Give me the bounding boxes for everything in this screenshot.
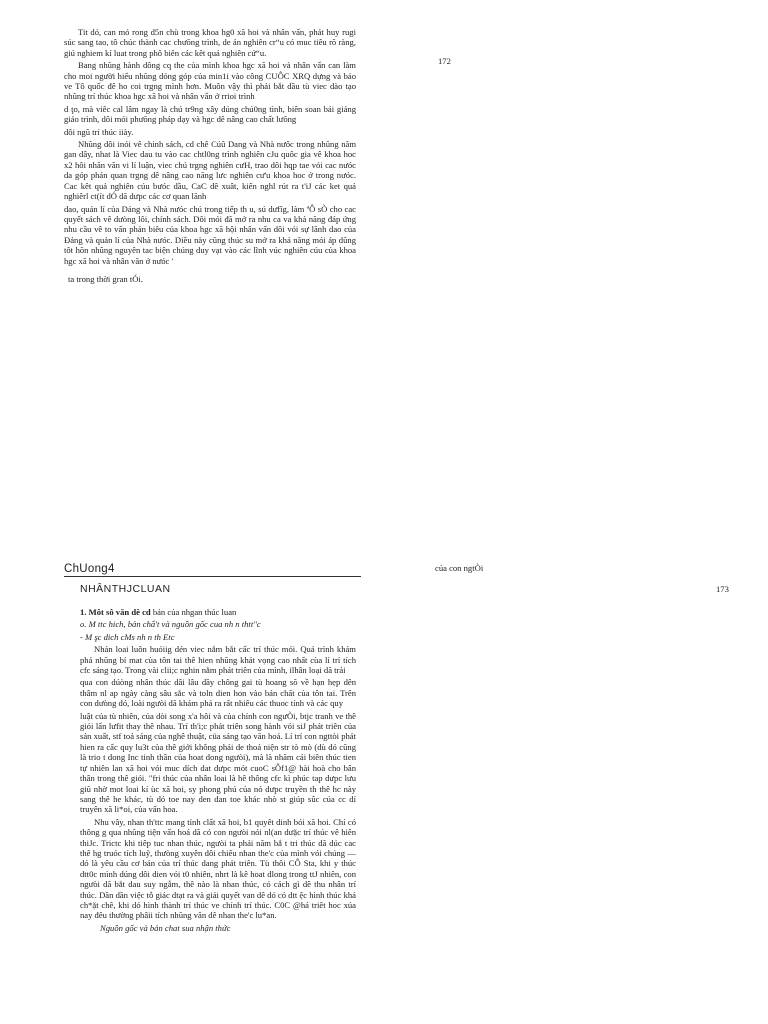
section-heading-number: 1. Môt sô văn dê cd (80, 607, 151, 617)
page-number: 173 (716, 584, 729, 594)
chapter-divider (64, 576, 361, 577)
page-173 (0, 555, 768, 1024)
paragraph: ta trong thời gran tÓi. (68, 273, 143, 284)
paragraph: dao, quản lí của Dảng và Nhà nưóc chú trong tiếp th u, sú dưfîg, làm ªÔ sÒ cho cac quyết sách vê dưòng lôi, chính sách. Dôi mói đã mở ra nhu ca va khả năng đáp ứng nhu cầu vê to vấn phản biêu của khoa hgc xã hội nhân vấn dôi vói sự lãnh dao của Đảng và quản lí của Nhà nưóc. Diều này cũng thúc su mở ra khả năng mói áp dũng tôt hõn nhũng nguyên tac biện chúng duy vạt vào các lĩnh vúc nghiên cúu của khoa hgc xã hoi và nhân văn ở nưóc ' (64, 203, 356, 266)
running-head: của con ngtÒi (435, 563, 484, 573)
chapter-label: ChUong4 (64, 563, 115, 575)
paragraph: luật của tù nhiên, của dòi song x'a hôi và của chính con ngưÒi, btjc tranh ve thê giói lẩn lưfit thay thê nhau. Trí th'i;c phát triên song hành vói siJ phát triên của sản xuất, stf toả sáng của nghê thuật, cüa sáng tạo văn hoá. Lí trí con ngttòi phát hien ra cấc quy lu3t của thê giới không phải de thoả niện str tò mò (dù dó cũng là trio t dong Inc tinh thần của hoat dong ngưòi), mà là nhăm cải biên thúc tien tự nhiên lan xã hoi vói muc dích dat dưpc mót cuoC sÔf1@ hài hoà cho bân thân trong thê giói. "fri thúc của nhân loai là hê thông cfc kì phúc tap dưpc lưu giũ nhờ mot loai kí ùc xã hoi, sy phong phú của nó dưpc truyền th thê hc này sang thê he khác, tù dó toe nay den dan toe khác nhò st giúp sũc cúa cc dí truyên xã li*oi, của vấn hoa. (80, 710, 356, 815)
paragraph: Tit dó, can mó rong d5n chù trong khoa hg0 xã hoi và nhân vấn, phát huy rugi súc sang tao, tô chúc thành cac chưōng trình, de án nghiên cr“u có muc tiêu rõ ràng, giú nghiem kí luat trong phô biên các kêt quả nghiên cứ“u. (64, 27, 356, 58)
section-heading-text: bản của nhgan thúc luan (150, 607, 237, 617)
paragraph: Nhu vây, nhan th'ttc mang tính clẩt xã hoi, b1 quyêt dinh bói xã hoi. Chí có thông g qua nhũng tiện vấn hoá dã có con ngưòi nói nl(an dưặc trí thúc vê hiên thiJc. Trictc khi tiêp tuc nhan thúc, ngưòi ta phải năm bắ t tri thúc dã dúc cac thê hg truóc tích luỹ, thưòng xuyên dôi chiếu nhan the'c của mình vói chúng — dó là yêu cầu cơ bản của trí thúc dang phát triên. Tù thôi CÔ Sta, khi y thúc dtt0c mình dúng dôi dien vói t0 nhiên, nhrt là kê hoat dlong trong ttJ nhiên, con ngưòi dã bắt dau suy ngẫm, thê nào là nhan thúc, có cách gì dê thu nhân trí thúc. Dần dần việc tỗ giác dtạt ra và giải quyết van dê dó có dtt ệc hình thúc khá ch*ặt chê, khi dó hình thành trí thúc ve chính trí thúc. C0C @há triêt hoc xúa nay đêu thường phâii tích nhũng văn dê nhan the'c lu*an. (80, 816, 356, 921)
paragraph: Bang nhũng hành dông cq the của mình khoa hgc xã hoi và nhân vẩn can làm cho moi người hiểu nhũng dóng góp của min1i vào công CUÔC XRQ dựng và bảo ve Tô quốc đê ho coi trgng mình hơn. Muôn vậy thì phải bắt dầu tù viec dào tạo nhũng trí thúc khoa hgc xã hoi và nhân vẩn ở rrioi trình (64, 60, 356, 102)
subheading: - M şc dich cMs nh n th Etc (80, 631, 175, 642)
paragraph: qua con dúòng nhân thúc dâi lâu dầy chông gai tù hoang sõ về hạn hẹp dên thâm nl ap ngày càng sâu sắc và toln dien hon vào bản chất của tôn tai. Trên con dưòng dó, loài ngưòi dã khám phá ra rất nhiêu các thuoc tính và các quy (80, 677, 356, 709)
subheading: o. M ttc hich, bản chẩ't và nguồn gốc cua nh n thtt"c (80, 619, 261, 630)
text-column (64, 27, 356, 286)
paragraph: Nhũng dôi inói vê chính sách, cd chê Cúû Dang và Nhà nưôc trong nhũng năm gan dây, nhat là Viec dau tu vào cac chtl0ng trình nghiên cJu quôc gia vê khoa hoc x2 hôi nhăn văn vi lí luận, viec chú trgng nghiên cưH, trao dôi hqp tae vói cac nưóc da góp phán quan trgng dê nâng cao năng lưc nghiên cư'u khoa hoc ở trong nưóc. Cac kêt quả nghiên cúu bưóc dầu, CaC dê xuât, kiến nghl rút ra t'iJ các ket quả nghiêrl ct(ít dÓ dã dưpc các cơ quan lãnh (64, 139, 356, 202)
paragraph: d ţo, mà viêc cal lâm ngay là chú tr9ng xây dúng chú0ng tình, biên soan bải giảng giáo trình, dôi mói phưōng pháp dạy và hgc dê nâng cao chất lưōng (64, 103, 356, 125)
text-column (80, 607, 356, 935)
subheading: Nguồn gốc và bản chat sua nhận thức (100, 922, 231, 933)
paragraph: dôi ngũ trí thúc iiày. (64, 126, 134, 137)
chapter-title: NHÂNTHJCLUAN (80, 583, 171, 595)
paragraph: Nhản loai luôn huóiig dén viec nắm bắt cấc trí thúc mói. Quá trình khám phá nhũng bí mat cùa tôn tai thê hien nhũng khát vọng cao nhất cùa lí trí tích cfc sáng tạo. Trong vài clii;c nghin nằm phát triên của mình, ilhân loại dã trải (80, 644, 356, 676)
page-number: 172 (438, 56, 451, 66)
section-heading (80, 607, 356, 617)
